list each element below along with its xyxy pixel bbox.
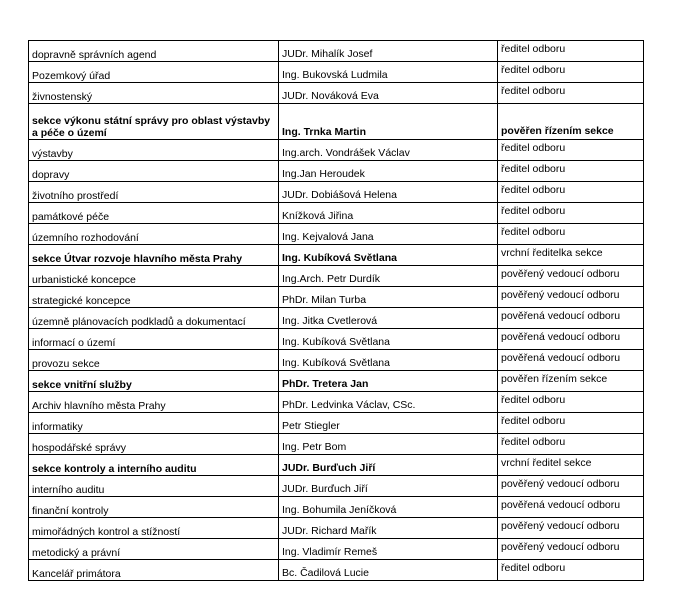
head-cell: Petr Stiegler	[279, 413, 498, 434]
table-row	[29, 476, 644, 497]
head-cell: JUDr. Richard Mařík	[279, 518, 498, 539]
scanned-sheet	[28, 40, 644, 581]
head-cell: Ing. Kejvalová Jana	[279, 224, 498, 245]
unit-cell: Archiv hlavního města Prahy	[29, 392, 279, 413]
position-cell: ředitel odboru	[498, 140, 644, 161]
position-cell: ředitel odboru	[498, 413, 644, 434]
head-cell: Ing. Kubíková Světlana	[279, 350, 498, 371]
table-row	[29, 308, 644, 329]
staff-table-body	[29, 41, 644, 581]
position-cell: pověřená vedoucí odboru	[498, 329, 644, 350]
position-cell: pověřený vedoucí odboru	[498, 539, 644, 560]
head-cell: Knížková Jiřina	[279, 203, 498, 224]
table-row	[29, 455, 644, 476]
position-cell: ředitel odboru	[498, 203, 644, 224]
unit-cell: finanční kontroly	[29, 497, 279, 518]
table-row	[29, 266, 644, 287]
table-row	[29, 329, 644, 350]
unit-cell: urbanistické koncepce	[29, 266, 279, 287]
unit-cell: Kancelář primátora	[29, 560, 279, 581]
table-row	[29, 518, 644, 539]
head-cell: PhDr. Tretera Jan	[279, 371, 498, 392]
head-cell: Ing. Bohumila Jeníčková	[279, 497, 498, 518]
head-cell: JUDr. Mihalík Josef	[279, 41, 498, 62]
table-row	[29, 371, 644, 392]
position-cell: vrchní ředitelka sekce	[498, 245, 644, 266]
unit-cell: Pozemkový úřad	[29, 62, 279, 83]
unit-cell: mimořádných kontrol a stížností	[29, 518, 279, 539]
table-row	[29, 245, 644, 266]
position-cell: ředitel odboru	[498, 41, 644, 62]
head-cell: Ing. Trnka Martin	[279, 104, 498, 140]
table-row	[29, 203, 644, 224]
head-cell: Ing. Petr Bom	[279, 434, 498, 455]
unit-cell: informatiky	[29, 413, 279, 434]
unit-cell: sekce vnitřní služby	[29, 371, 279, 392]
position-cell: pověřen řízením sekce	[498, 371, 644, 392]
head-cell: Ing. Kubíková Světlana	[279, 329, 498, 350]
position-cell: pověřená vedoucí odboru	[498, 308, 644, 329]
unit-cell: sekce výkonu státní správy pro oblast výstavby a péče o území	[29, 104, 279, 140]
head-cell: Bc. Čadilová Lucie	[279, 560, 498, 581]
table-row	[29, 287, 644, 308]
position-cell: ředitel odboru	[498, 161, 644, 182]
table-row	[29, 350, 644, 371]
position-cell: ředitel odboru	[498, 62, 644, 83]
table-row	[29, 392, 644, 413]
position-cell: pověřená vedoucí odboru	[498, 497, 644, 518]
table-row	[29, 83, 644, 104]
table-row	[29, 539, 644, 560]
table-row	[29, 41, 644, 62]
head-cell: PhDr. Milan Turba	[279, 287, 498, 308]
unit-cell: dopravy	[29, 161, 279, 182]
unit-cell: metodický a právní	[29, 539, 279, 560]
table-row	[29, 497, 644, 518]
position-cell: ředitel odboru	[498, 560, 644, 581]
head-cell: Ing.arch. Vondrášek Václav	[279, 140, 498, 161]
table-row	[29, 434, 644, 455]
head-cell: JUDr. Nováková Eva	[279, 83, 498, 104]
position-cell: ředitel odboru	[498, 182, 644, 203]
position-cell: pověřený vedoucí odboru	[498, 266, 644, 287]
position-cell: pověřený vedoucí odboru	[498, 287, 644, 308]
staff-table	[28, 40, 644, 581]
unit-cell: výstavby	[29, 140, 279, 161]
head-cell: JUDr. Dobiášová Helena	[279, 182, 498, 203]
head-cell: Ing. Vladimír Remeš	[279, 539, 498, 560]
unit-cell: strategické koncepce	[29, 287, 279, 308]
unit-cell: živnostenský	[29, 83, 279, 104]
unit-cell: dopravně správních agend	[29, 41, 279, 62]
head-cell: JUDr. Burďuch Jiří	[279, 455, 498, 476]
table-row	[29, 161, 644, 182]
head-cell: PhDr. Ledvinka Václav, CSc.	[279, 392, 498, 413]
position-cell: pověřený vedoucí odboru	[498, 476, 644, 497]
head-cell: Ing.Arch. Petr Durdík	[279, 266, 498, 287]
table-row	[29, 140, 644, 161]
table-row	[29, 224, 644, 245]
unit-cell: životního prostředí	[29, 182, 279, 203]
unit-cell: hospodářské správy	[29, 434, 279, 455]
head-cell: Ing. Kubíková Světlana	[279, 245, 498, 266]
position-cell: pověřený vedoucí odboru	[498, 518, 644, 539]
table-row	[29, 413, 644, 434]
unit-cell: interního auditu	[29, 476, 279, 497]
unit-cell: informací o území	[29, 329, 279, 350]
unit-cell: územního rozhodování	[29, 224, 279, 245]
unit-cell: provozu sekce	[29, 350, 279, 371]
unit-cell: sekce Útvar rozvoje hlavního města Prahy	[29, 245, 279, 266]
position-cell: ředitel odboru	[498, 224, 644, 245]
table-row	[29, 62, 644, 83]
unit-cell: sekce kontroly a interního auditu	[29, 455, 279, 476]
position-cell: ředitel odboru	[498, 434, 644, 455]
table-row	[29, 560, 644, 581]
position-cell: ředitel odboru	[498, 392, 644, 413]
unit-cell: památkové péče	[29, 203, 279, 224]
head-cell: Ing. Jitka Cvetlerová	[279, 308, 498, 329]
position-cell: vrchní ředitel sekce	[498, 455, 644, 476]
position-cell: pověřená vedoucí odboru	[498, 350, 644, 371]
position-cell: pověřen řízením sekce	[498, 104, 644, 140]
head-cell: Ing. Bukovská Ludmila	[279, 62, 498, 83]
head-cell: Ing.Jan Heroudek	[279, 161, 498, 182]
head-cell: JUDr. Burďuch Jiří	[279, 476, 498, 497]
unit-cell: územně plánovacích podkladů a dokumentací	[29, 308, 279, 329]
position-cell: ředitel odboru	[498, 83, 644, 104]
table-row	[29, 182, 644, 203]
table-row	[29, 104, 644, 140]
